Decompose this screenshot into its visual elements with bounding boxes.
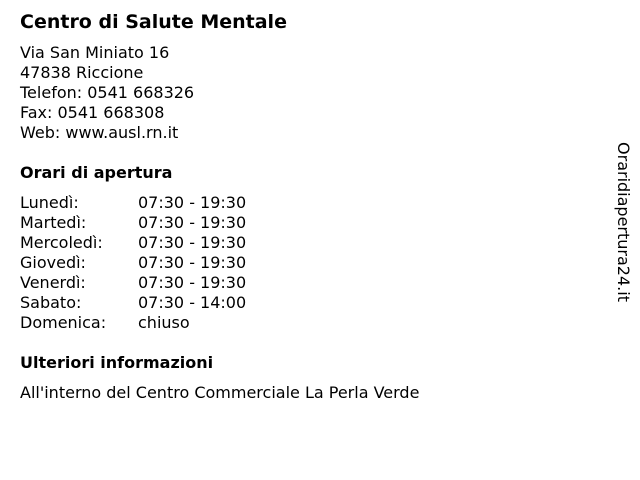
hours-day: Venerdì: [20, 273, 86, 292]
address-web: Web: www.ausl.rn.it [20, 123, 179, 142]
hours-row-friday [20, 273, 590, 293]
hours-day: Sabato: [20, 293, 82, 312]
address-fax: Fax: 0541 668308 [20, 103, 165, 122]
opening-hours-heading: Orari di apertura [20, 163, 173, 182]
further-info-heading: Ulteriori informazioni [20, 353, 214, 372]
hours-day: Domenica: [20, 313, 107, 332]
hours-time: 07:30 - 19:30 [138, 233, 247, 252]
hours-day: Giovedì: [20, 253, 86, 272]
address-block [20, 43, 590, 143]
hours-row-sunday [20, 313, 590, 333]
hours-row-saturday [20, 293, 590, 313]
address-city: 47838 Riccione [20, 63, 144, 82]
hours-row-wednesday [20, 233, 590, 253]
hours-day: Martedì: [20, 213, 87, 232]
hours-time: 07:30 - 19:30 [138, 213, 247, 232]
opening-hours-table [20, 193, 590, 333]
hours-row-tuesday [20, 213, 590, 233]
hours-row-thursday [20, 253, 590, 273]
hours-time: 07:30 - 19:30 [138, 193, 247, 212]
hours-time: 07:30 - 19:30 [138, 273, 247, 292]
hours-time: 07:30 - 19:30 [138, 253, 247, 272]
page-title: Centro di Salute Mentale [20, 11, 287, 33]
site-watermark: Oraridiapertura24.it [614, 142, 633, 302]
hours-day: Mercoledì: [20, 233, 103, 252]
address-phone: Telefon: 0541 668326 [20, 83, 195, 102]
listing-card [20, 10, 590, 403]
hours-day: Lunedì: [20, 193, 79, 212]
hours-row-monday [20, 193, 590, 213]
further-info-text: All'interno del Centro Commerciale La Perla Verde [20, 383, 420, 402]
hours-time: 07:30 - 14:00 [138, 293, 247, 312]
address-street: Via San Miniato 16 [20, 43, 170, 62]
hours-time: chiuso [138, 313, 190, 332]
